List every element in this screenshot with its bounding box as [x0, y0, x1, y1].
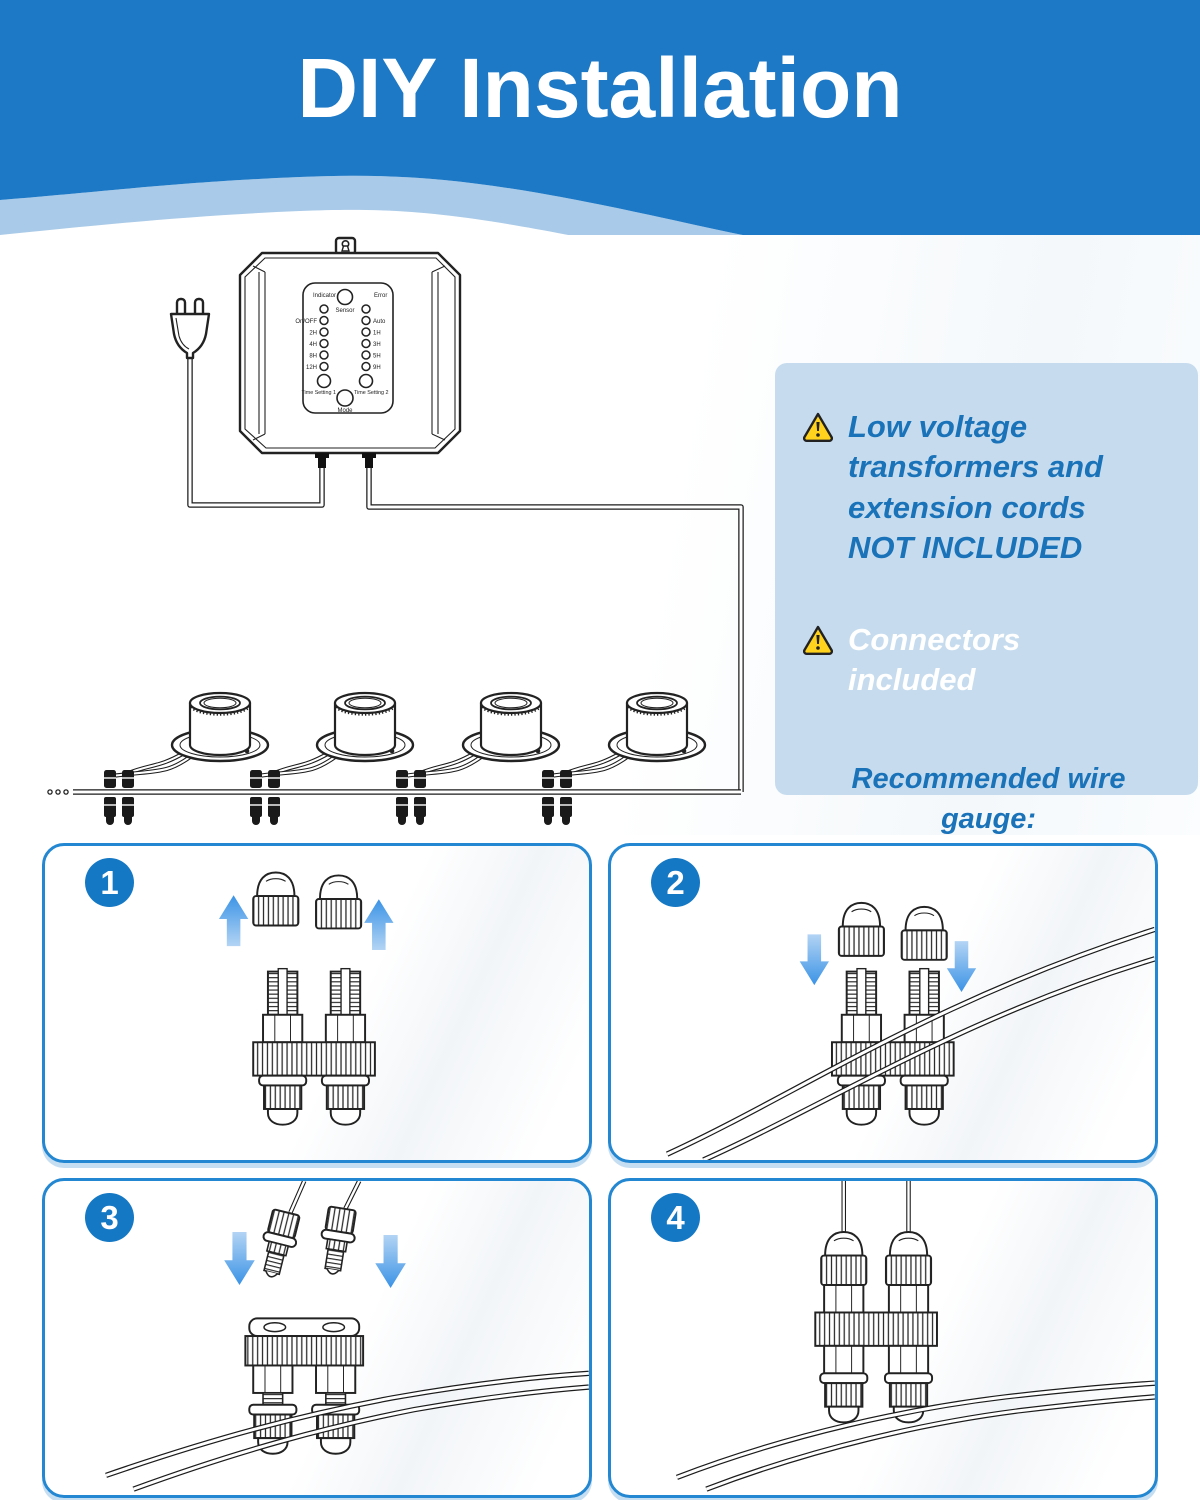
step-4-art: [611, 1181, 1155, 1495]
arrow-up-icon: [219, 895, 248, 946]
mounting-tab: [336, 238, 355, 254]
arrow-down-icon: [375, 1235, 406, 1288]
control-panel: [295, 283, 393, 414]
step-1-art: [45, 846, 589, 1160]
svg-text:3H: 3H: [373, 342, 381, 348]
warning-row-2: [803, 620, 1174, 701]
ground-light: [172, 693, 268, 761]
connector-cap: [839, 903, 884, 956]
wire-plug: [316, 1206, 359, 1277]
step-panel-4: [608, 1178, 1158, 1498]
fixture-wire: [844, 1181, 909, 1234]
time-setting-2-button: [360, 375, 373, 388]
fixture-wire: [291, 1181, 360, 1212]
warning-row-1: [803, 407, 1174, 568]
timer-controller: [240, 238, 460, 468]
step-number-badge: 4: [651, 1193, 700, 1242]
connector-cap: [902, 907, 947, 960]
svg-text:1H: 1H: [373, 330, 381, 337]
connector-assembled: [815, 1232, 937, 1422]
warning-icon: [803, 412, 833, 443]
time-setting-2-label: Time Setting 2: [354, 390, 389, 396]
warning-text-not-included: Low voltage transformers and extension cords NOT INCLUDED: [848, 409, 1103, 565]
connector-cap: [253, 872, 298, 925]
mode-label: Mode: [337, 408, 353, 414]
sensor-button: [338, 290, 353, 305]
sensor-label: Sensor: [335, 308, 355, 314]
string-connector: [396, 770, 426, 825]
power-plug: [171, 299, 209, 358]
connector-body: [253, 969, 375, 1125]
arrow-down-icon: [947, 941, 976, 992]
connector-cap: [316, 875, 361, 928]
svg-text:8H: 8H: [309, 353, 317, 360]
time-setting-1-button: [318, 375, 331, 388]
step-panel-1: [42, 843, 592, 1163]
svg-text:9H: 9H: [373, 365, 381, 371]
warning-text-connectors: Connectors included: [848, 622, 1021, 698]
arrow-down-icon: [800, 934, 829, 985]
svg-text:5H: 5H: [373, 353, 381, 360]
ground-light: [317, 693, 413, 761]
svg-text:12H: 12H: [305, 365, 317, 371]
step-2-art: [611, 846, 1155, 1160]
arrow-down-icon: [224, 1232, 255, 1285]
step-number-badge: 3: [85, 1193, 134, 1242]
svg-text:2H: 2H: [309, 330, 317, 337]
wire-plug: [254, 1208, 302, 1280]
ground-light: [609, 693, 705, 761]
wire-continuation-dots: [48, 790, 68, 794]
string-connector: [542, 770, 572, 825]
step-number-badge: 1: [85, 858, 134, 907]
mode-button: [337, 390, 353, 406]
time-setting-1-label: Time Setting 1: [301, 390, 336, 396]
string-connector: [104, 770, 134, 825]
string-connector: [250, 770, 280, 825]
indicator-label: Indicator: [312, 293, 336, 299]
error-label: Error: [374, 293, 388, 299]
page-title: DIY Installation: [297, 41, 903, 135]
output-ports: [315, 453, 376, 468]
info-box: [775, 363, 1198, 836]
arrow-up-icon: [364, 899, 393, 950]
ground-light: [463, 693, 559, 761]
warning-icon: [803, 625, 833, 656]
wire-gauge-title: Recommended wire gauge:: [851, 762, 1126, 836]
step-panel-3: [42, 1178, 592, 1498]
step-panel-2: [608, 843, 1158, 1163]
svg-text:4H: 4H: [309, 342, 317, 348]
svg-text:On/OFF: On/OFF: [295, 319, 317, 325]
step-number-badge: 2: [651, 858, 700, 907]
svg-text:Auto: Auto: [373, 319, 386, 325]
step-3-art: [45, 1181, 589, 1495]
